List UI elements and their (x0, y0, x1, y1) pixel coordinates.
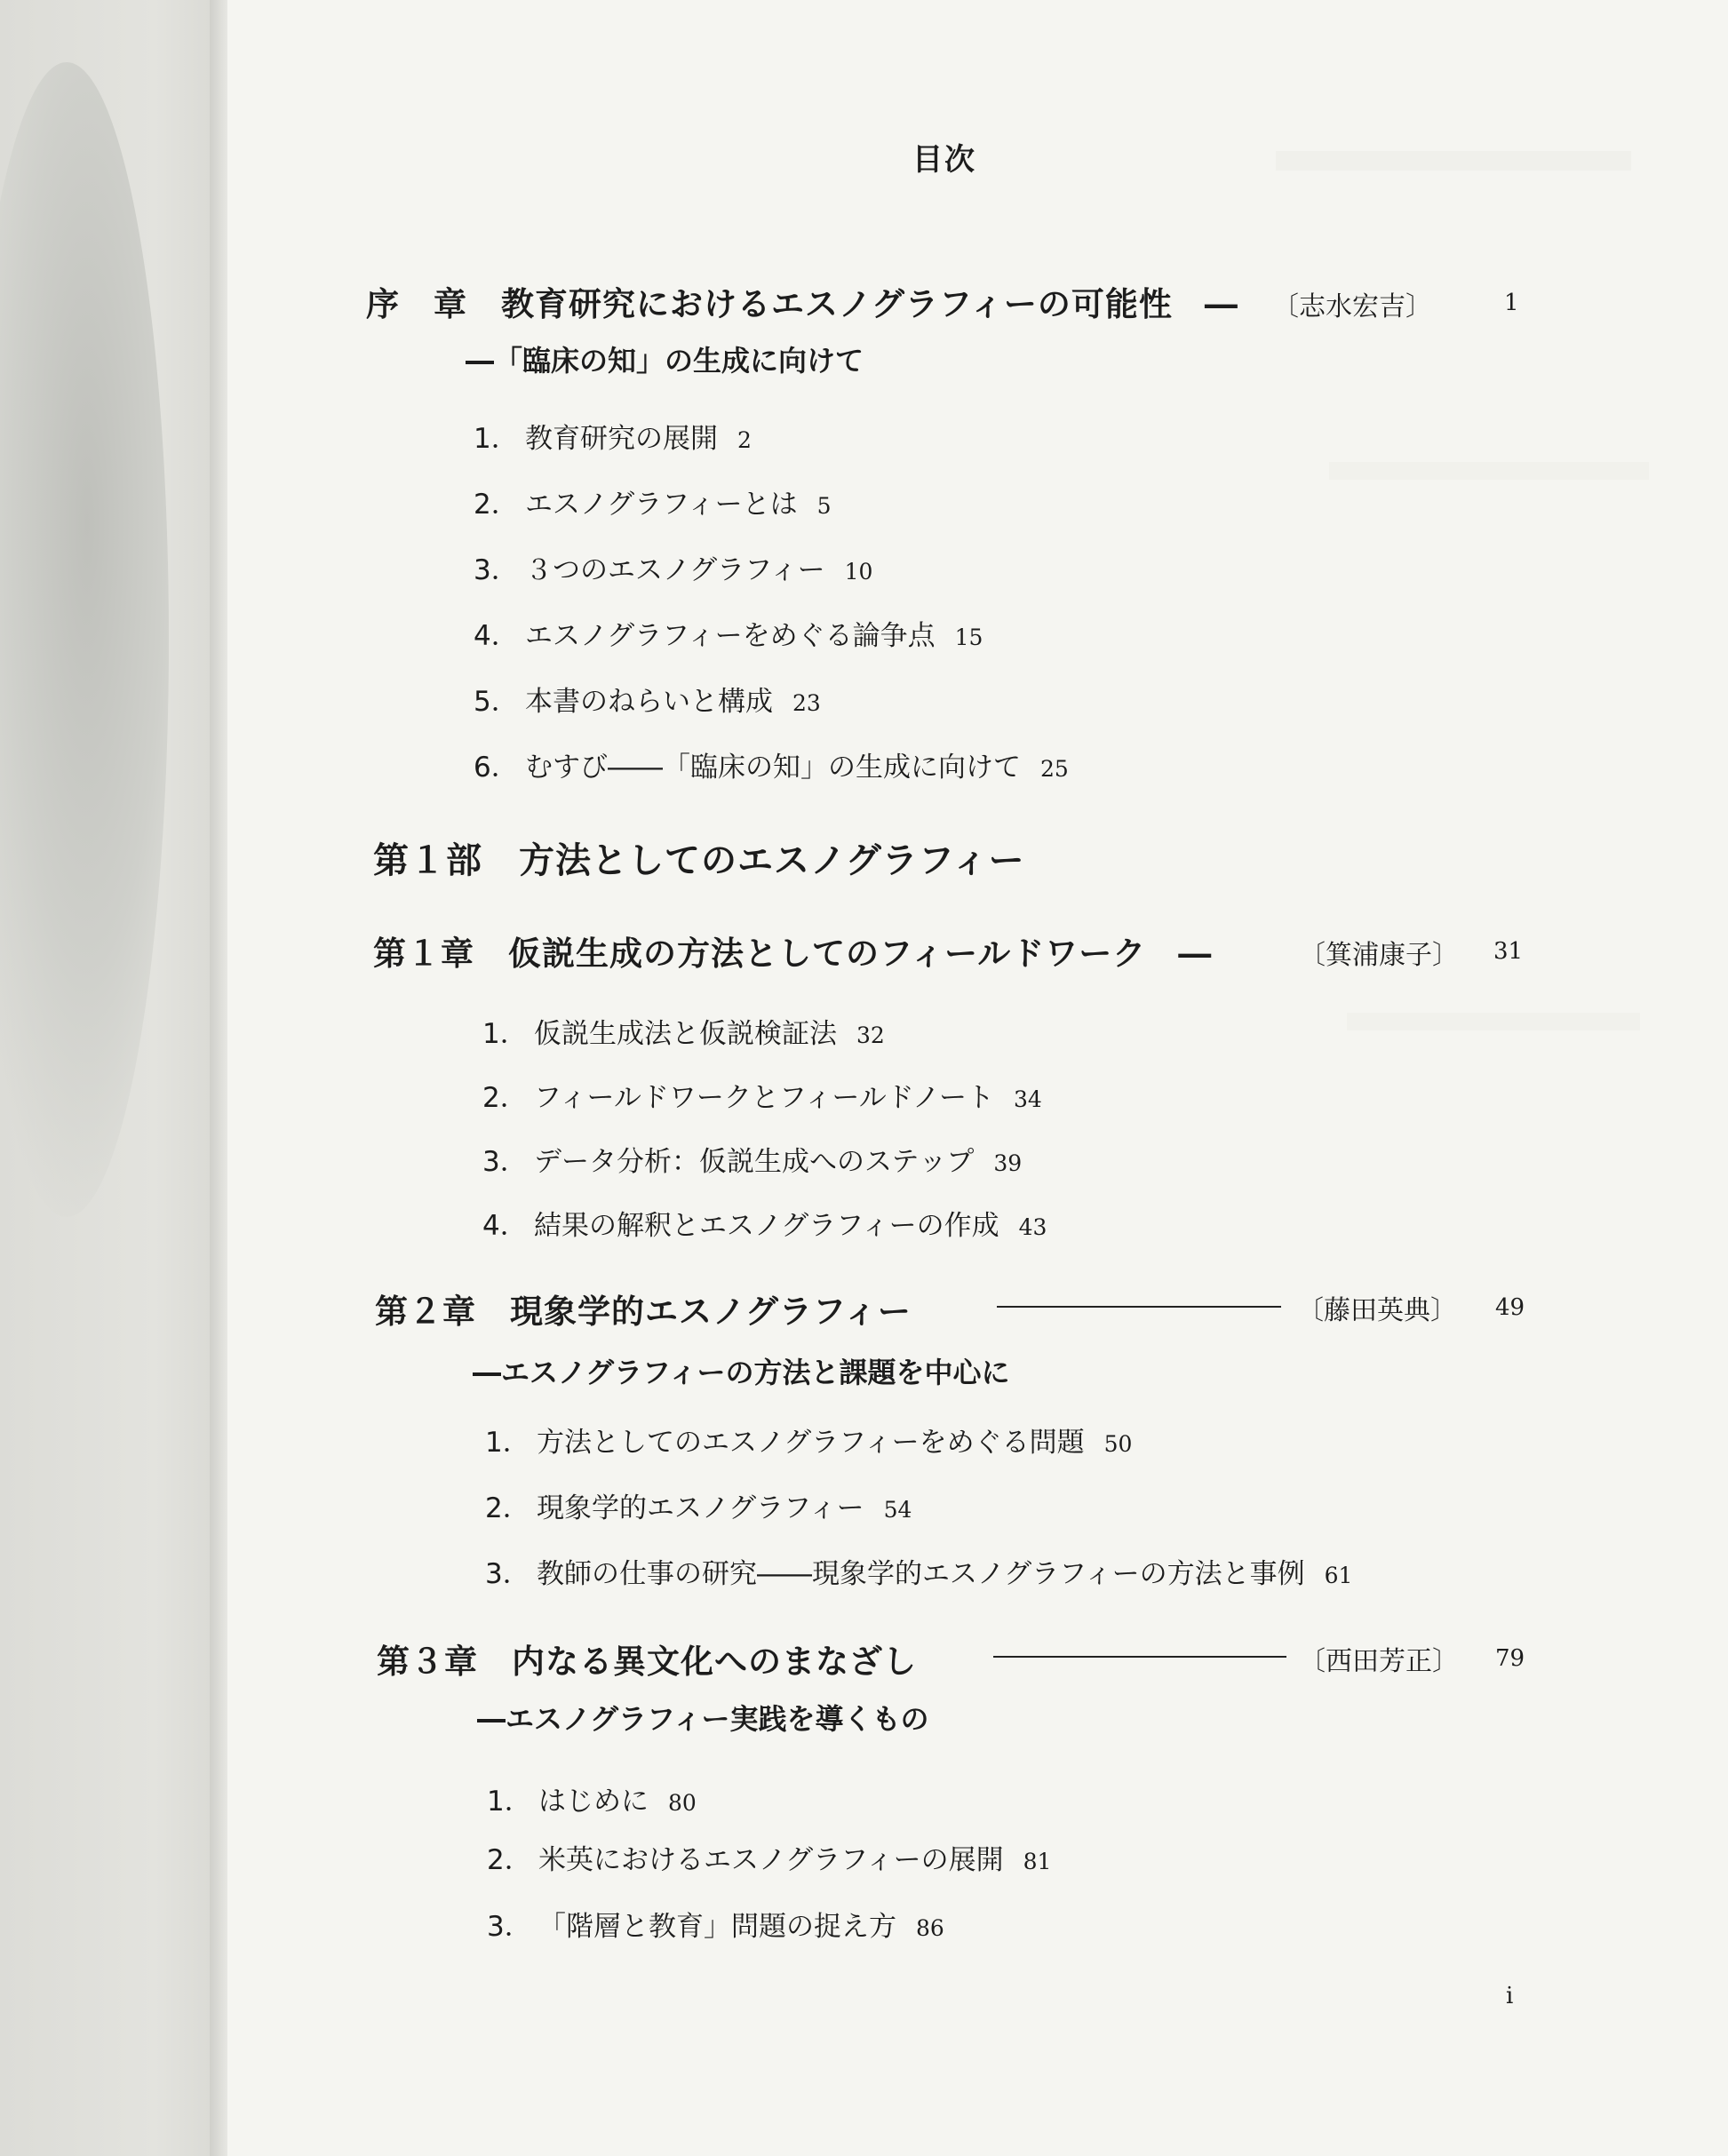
item-number: 3． (482, 1146, 528, 1178)
show-through (1329, 462, 1649, 480)
toc-title: 目次 (912, 142, 976, 178)
item-page: 2 (737, 427, 752, 453)
item-number: 2． (482, 1082, 528, 1114)
item-title: 米英におけるエスノグラフィーの展開 (538, 1844, 1004, 1876)
ch2-heading: 第２章 現象学的エスノグラフィー (375, 1292, 912, 1331)
item-number: 3． (485, 1558, 530, 1590)
intro-heading (366, 277, 1238, 325)
item-title: むすび――「臨床の知」の生成に向けて (525, 752, 1021, 784)
ch3-item (487, 1904, 944, 1944)
item-page: 80 (668, 1790, 697, 1816)
intro-item (474, 679, 821, 719)
intro-item (474, 481, 832, 521)
item-title: 結果の解釈とエスノグラフィーの作成 (534, 1210, 999, 1242)
ch3-page: 79 (1495, 1645, 1525, 1672)
item-number: 2． (474, 489, 519, 521)
item-title: 方法としてのエスノグラフィーをめぐる問題 (537, 1427, 1085, 1459)
item-page: 54 (883, 1497, 912, 1523)
item-page: 25 (1040, 756, 1069, 782)
item-page: 10 (844, 559, 873, 585)
ch3-author: 〔西田芳正〕 (1299, 1646, 1459, 1677)
item-page: 81 (1023, 1849, 1052, 1874)
item-page: 43 (1018, 1214, 1047, 1240)
item-title: 現象学的エスノグラフィー (537, 1492, 864, 1524)
item-title: データ分析：仮説生成へのステップ (534, 1146, 975, 1178)
ch2-page: 49 (1495, 1294, 1525, 1321)
item-title: 教育研究の展開 (525, 423, 718, 455)
item-title: 仮説生成法と仮説検証法 (534, 1018, 837, 1050)
item-page: 5 (816, 493, 832, 519)
ch2-subtitle: ―エスノグラフィーの方法と課題を中心に (473, 1356, 1010, 1389)
ch1-heading (373, 927, 1212, 975)
ch2-leader-line (997, 1306, 1281, 1308)
ch1-page: 31 (1493, 938, 1524, 965)
item-page: 39 (993, 1150, 1023, 1176)
item-title: ３つのエスノグラフィー (525, 554, 825, 586)
ch3-subtitle: ―エスノグラフィー実践を導くもの (477, 1702, 929, 1736)
item-page: 34 (1014, 1086, 1042, 1112)
ch1-heading-dash: ― (1178, 934, 1213, 973)
item-title: フィールドワークとフィールドノート (534, 1082, 995, 1114)
item-title: 「階層と教育」問題の捉え方 (538, 1911, 896, 1943)
item-number: 4． (482, 1210, 528, 1242)
ch1-item (482, 1203, 1047, 1243)
item-number: 2． (485, 1492, 530, 1524)
ch3-item (487, 1837, 1051, 1877)
item-number: 1． (487, 1786, 532, 1818)
item-number: 2． (487, 1844, 532, 1876)
intro-item (474, 416, 752, 456)
item-title: 教師の仕事の研究――現象学的エスノグラフィーの方法と事例 (537, 1558, 1305, 1590)
intro-item (474, 547, 872, 587)
ch2-item (485, 1420, 1132, 1460)
item-title: はじめに (538, 1786, 649, 1818)
ch3-heading: 第３章 内なる異文化へのまなざし (377, 1642, 917, 1681)
show-through (1347, 1013, 1640, 1030)
intro-author: 〔志水宏吉〕 (1272, 291, 1432, 322)
item-number: 1． (482, 1018, 528, 1050)
ch2-item (485, 1485, 912, 1525)
item-number: 4． (474, 620, 519, 652)
item-number: 5． (474, 686, 519, 718)
item-page: 32 (856, 1022, 885, 1048)
item-number: 6． (474, 752, 519, 784)
item-title: エスノグラフィーとは (525, 489, 798, 521)
page-folio: i (1506, 1983, 1514, 2009)
ch3-item (487, 1778, 697, 1818)
item-title: エスノグラフィーをめぐる論争点 (525, 620, 936, 652)
intro-page: 1 (1504, 290, 1519, 316)
part1-heading: 第１部 方法としてのエスノグラフィー (373, 839, 1025, 881)
ch1-item (482, 1011, 885, 1051)
item-number: 1． (474, 423, 519, 455)
item-page: 23 (792, 690, 821, 716)
ch1-author: 〔箕浦康子〕 (1299, 940, 1459, 971)
intro-heading-text: 序 章 教育研究におけるエスノグラフィーの可能性 (366, 284, 1173, 323)
item-page: 50 (1103, 1431, 1133, 1457)
item-number: 3． (474, 554, 519, 586)
item-number: 1． (485, 1427, 530, 1459)
item-page: 15 (954, 625, 983, 650)
item-page: 61 (1324, 1563, 1353, 1588)
item-number: 3． (487, 1911, 532, 1943)
ch2-item (485, 1551, 1352, 1591)
intro-heading-dash: ― (1204, 284, 1238, 323)
item-title: 本書のねらいと構成 (525, 686, 773, 718)
ch3-leader-line (993, 1656, 1286, 1658)
item-page: 86 (916, 1915, 944, 1941)
intro-item (474, 744, 1069, 784)
show-through (1276, 151, 1631, 171)
ch1-item (482, 1075, 1042, 1115)
ch2-author: 〔藤田英典〕 (1297, 1295, 1457, 1326)
ch1-item (482, 1139, 1022, 1179)
intro-subtitle: ―「臨床の知」の生成に向けて (466, 344, 864, 378)
ch1-heading-text: 第１章 仮説生成の方法としてのフィールドワーク (373, 934, 1147, 973)
intro-item (474, 613, 983, 653)
